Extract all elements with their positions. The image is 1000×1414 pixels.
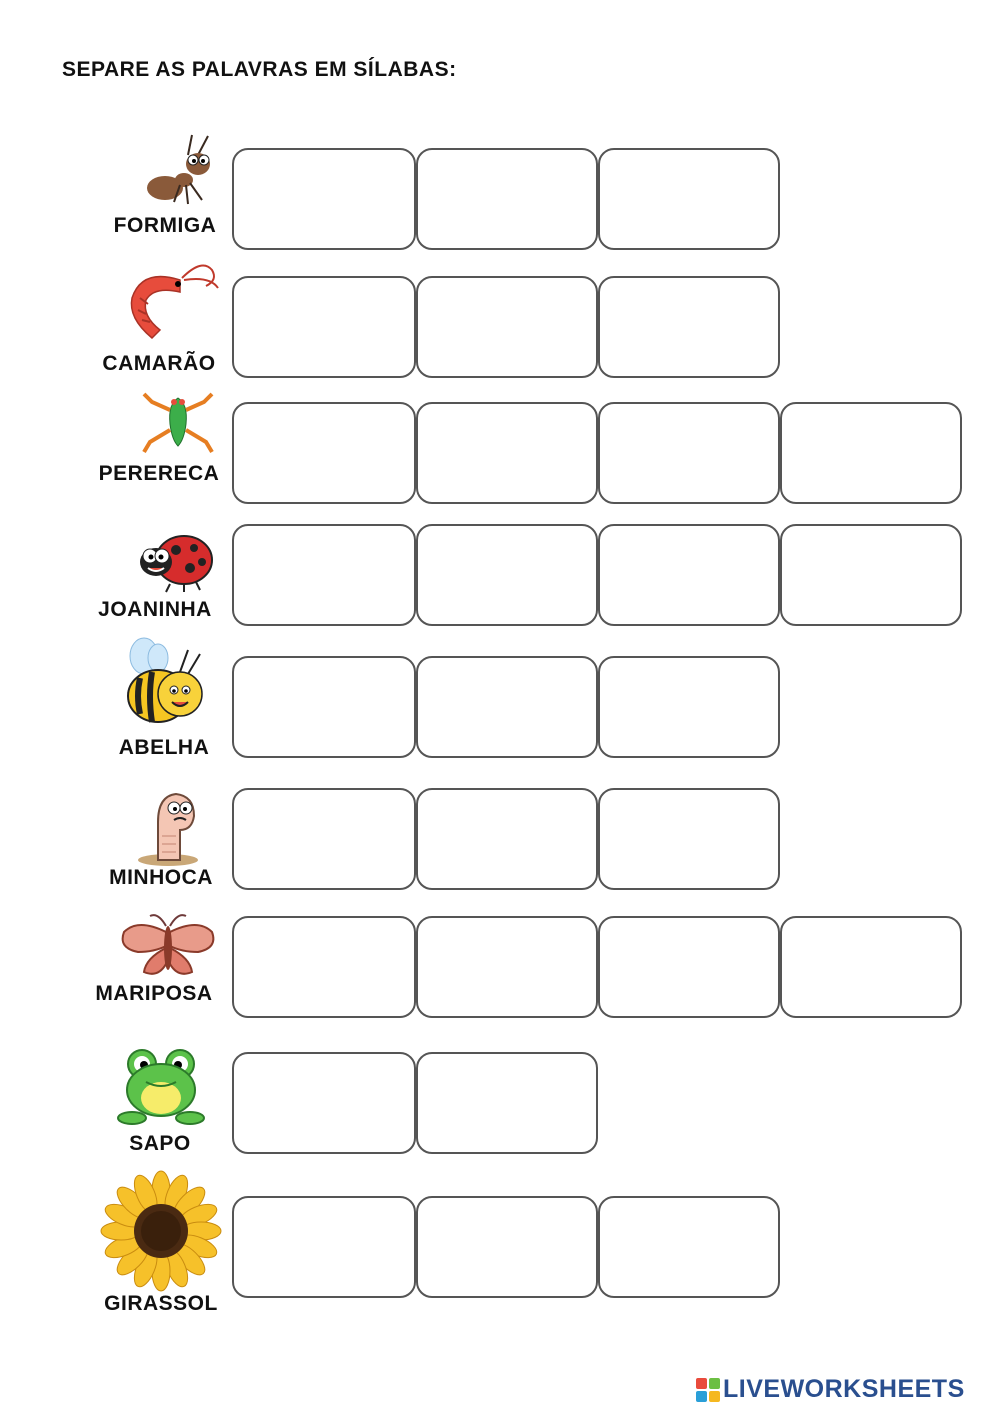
word-label: SAPO	[129, 1132, 191, 1155]
brand-footer[interactable]	[696, 1375, 965, 1404]
syllable-box[interactable]	[598, 524, 780, 626]
syllable-box[interactable]	[416, 524, 598, 626]
ladybug-icon	[130, 528, 216, 594]
syllable-box[interactable]	[416, 788, 598, 890]
syllable-box[interactable]	[232, 788, 416, 890]
syllable-box[interactable]	[232, 656, 416, 758]
word-label: ABELHA	[118, 736, 210, 759]
syllable-box[interactable]	[780, 916, 962, 1018]
syllable-box[interactable]	[598, 916, 780, 1018]
syllable-box[interactable]	[232, 148, 416, 250]
word-label: JOANINHA	[98, 598, 212, 621]
frog-icon	[118, 1046, 204, 1126]
syllable-box[interactable]	[416, 1052, 598, 1154]
syllable-box[interactable]	[232, 524, 416, 626]
word-label: GIRASSOL	[104, 1292, 218, 1315]
worm-icon	[128, 782, 208, 868]
syllable-box[interactable]	[780, 524, 962, 626]
bee-icon	[118, 636, 214, 732]
syllable-box[interactable]	[416, 402, 598, 504]
syllable-box[interactable]	[232, 916, 416, 1018]
syllable-box[interactable]	[416, 916, 598, 1018]
ant-icon	[140, 130, 220, 210]
word-label: MINHOCA	[109, 866, 213, 889]
word-label: MARIPOSA	[95, 982, 213, 1005]
syllable-box[interactable]	[416, 1196, 598, 1298]
shrimp-icon	[122, 258, 222, 348]
syllable-box[interactable]	[232, 1052, 416, 1154]
syllable-box[interactable]	[598, 788, 780, 890]
brand-name: LIVEWORKSHEETS	[723, 1375, 965, 1403]
moth-icon	[118, 908, 218, 984]
liveworksheets-logo-icon	[696, 1378, 720, 1402]
syllable-box[interactable]	[598, 148, 780, 250]
sunflower-icon	[100, 1172, 222, 1290]
word-label: CAMARÃO	[102, 352, 216, 375]
syllable-box[interactable]	[232, 276, 416, 378]
syllable-box[interactable]	[598, 1196, 780, 1298]
page-title: SEPARE AS PALAVRAS EM SÍLABAS:	[62, 58, 457, 81]
syllable-box[interactable]	[598, 276, 780, 378]
syllable-box[interactable]	[416, 276, 598, 378]
word-label: FORMIGA	[113, 214, 217, 237]
tree-frog-icon	[140, 390, 216, 456]
syllable-box[interactable]	[598, 402, 780, 504]
word-label: PERERECA	[98, 462, 220, 485]
syllable-box[interactable]	[232, 402, 416, 504]
syllable-box[interactable]	[232, 1196, 416, 1298]
syllable-box[interactable]	[416, 656, 598, 758]
syllable-box[interactable]	[780, 402, 962, 504]
syllable-box[interactable]	[416, 148, 598, 250]
syllable-box[interactable]	[598, 656, 780, 758]
